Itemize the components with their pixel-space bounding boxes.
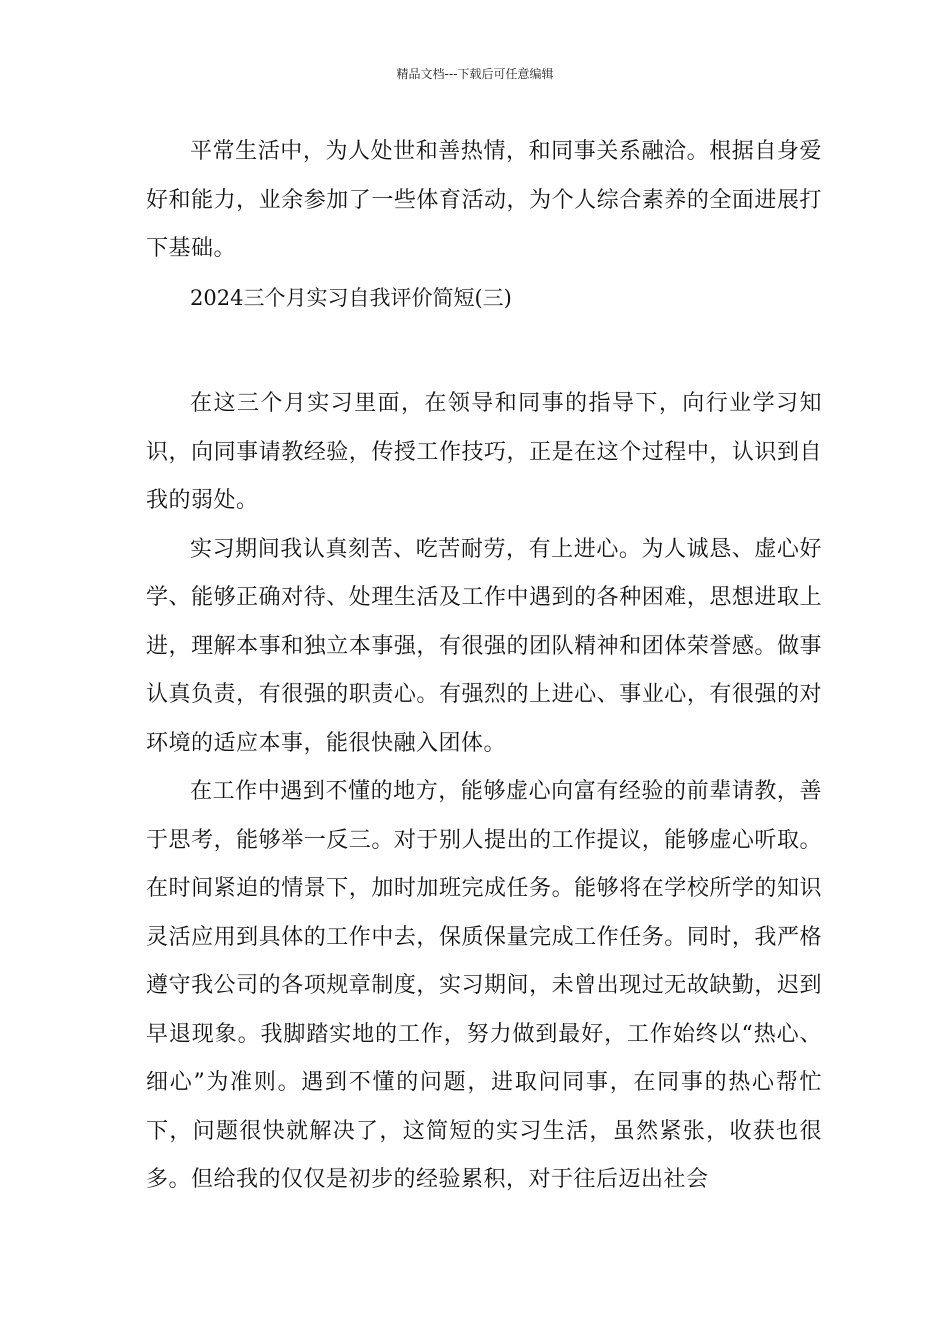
paragraph-1: 平常生活中，为人处世和善热情，和同事关系融洽。根据自身爱好和能力，业余参加了一些体育活动，为个人综合素养的全面进展打下基础。: [146, 139, 822, 261]
section-title: 2024三个月实习自我评价简短(三): [190, 285, 512, 310]
page-header: 精品文档---下载后可任意编辑: [396, 67, 554, 81]
blank-line: [146, 322, 822, 380]
paragraph-4: 在工作中遇到不懂的地方，能够虚心向富有经验的前辈请教，善于思考，能够举一反三。对于别人提出的工作提议，能够虚心听取。在时间紧迫的情景下，加时加班完成任务。能够将在学校所学的知识灵活应用到具体的工作中去，保质保量完成工作任务。同时，我严格遵守我公司的各项规章制度，实习期间，未曾出现过无故缺勤，迟到早退现象。我脚踏实地的工作，努力做到最好，工作始终以“热心、细心”为准则。遇到不懂的问题，进取问同事，在同事的热心帮忙下，问题很快就解决了，这简短的实习生活，虽然紧张，收获也很多。但给我的仅仅是初步的经验累积，对于往后迈出社会: [146, 779, 822, 1192]
document-body: [146, 128, 822, 1205]
paragraph-2: 在这三个月实习里面，在领导和同事的指导下，向行业学习知识，向同事请教经验，传授工作技巧，正是在这个过程中，认识到自我的弱处。: [146, 391, 822, 513]
paragraph-3: 实习期间我认真刻苦、吃苦耐劳，有上进心。为人诚恳、虚心好学、能够正确对待、处理生活及工作中遇到的各种困难，思想进取上进，理解本事和独立本事强，有很强的团队精神和团体荣誉感。做事认真负责，有很强的职责心。有强烈的上进心、事业心，有很强的对环境的适应本事，能很快融入团体。: [146, 536, 822, 756]
